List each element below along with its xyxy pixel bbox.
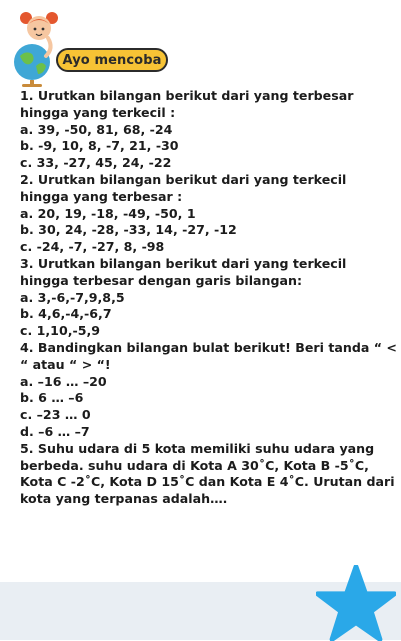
header <box>6 8 206 88</box>
text-line: d. –6 … –7 <box>20 423 90 439</box>
text-line: Kota C -2˚C, Kota D 15˚C dan Kota E 4˚C. Urutan dari <box>20 474 395 490</box>
text-line: 3. Urutkan bilangan berikut dari yang terkecil <box>20 255 347 271</box>
text-line: “ atau “ > “! <box>20 356 111 372</box>
text-line: 2. Urutkan bilangan berikut dari yang terkecil <box>20 171 347 187</box>
text-line: a. 3,-6,-7,9,8,5 <box>20 289 125 305</box>
text-line: c. –23 … 0 <box>20 407 91 423</box>
text-line: b. 30, 24, -28, -33, 14, -27, -12 <box>20 222 237 238</box>
text-line: c. 33, -27, 45, 24, -22 <box>20 155 172 171</box>
text-line: hingga yang terbesar : <box>20 188 183 204</box>
exercise-text <box>20 88 398 508</box>
star-icon <box>316 565 396 641</box>
text-line: a. 20, 19, -18, -49, -50, 1 <box>20 205 196 221</box>
section-badge <box>56 48 168 72</box>
text-line: a. –16 … –20 <box>20 373 107 389</box>
text-line: b. 6 … –6 <box>20 390 84 406</box>
text-line: berbeda. suhu udara di Kota A 30˚C, Kota B -5˚C, <box>20 457 369 473</box>
text-line: 5. Suhu udara di 5 kota memiliki suhu udara yang <box>20 440 375 456</box>
text-line: a. 39, -50, 81, 68, -24 <box>20 121 173 137</box>
text-line: c. 1,10,-5,9 <box>20 323 101 339</box>
text-line: hingga yang terkecil : <box>20 104 176 120</box>
section-badge-label: Ayo mencoba <box>62 52 162 68</box>
text-line: c. -24, -7, -27, 8, -98 <box>20 239 165 255</box>
text-line: 1. Urutkan bilangan berikut dari yang terbesar <box>20 88 354 103</box>
text-line: b. -9, 10, 8, -7, 21, -30 <box>20 138 179 154</box>
text-line: 4. Bandingkan bilangan bulat berikut! Beri tanda “ < <box>20 339 397 355</box>
text-line: kota yang terpanas adalah…. <box>20 491 228 507</box>
text-line: b. 4,6,-4,-6,7 <box>20 306 112 322</box>
text-line: hingga terbesar dengan garis bilangan: <box>20 272 303 288</box>
